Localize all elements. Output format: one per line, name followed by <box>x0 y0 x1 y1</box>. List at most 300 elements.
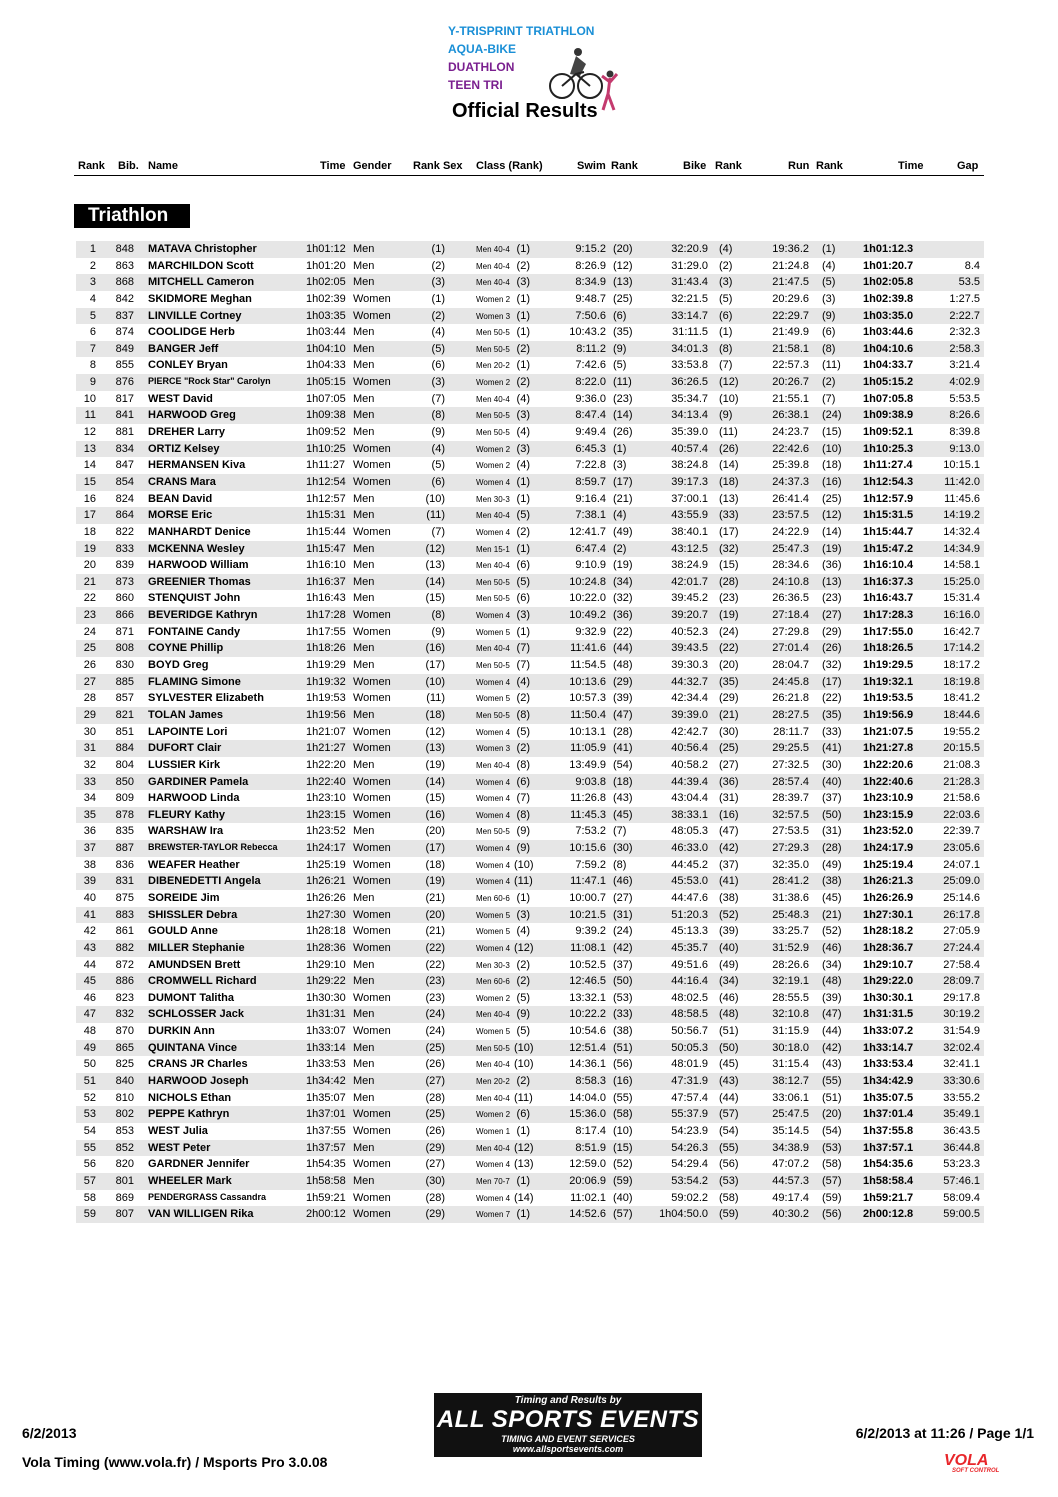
cell-bike: 34:01.3 <box>671 342 708 355</box>
cell-name: LAPOINTE Lori <box>148 725 228 738</box>
cell-time: 2h00:12 <box>306 1208 346 1221</box>
cell-swim: 9:03.8 <box>575 775 606 788</box>
cell-total-time: 1h58:58.4 <box>863 1174 914 1187</box>
cell-name: HARWOOD Greg <box>148 409 236 422</box>
cell-bike-rank: (44) <box>719 1091 739 1104</box>
cell-gender: Men <box>353 542 375 555</box>
col-time: Time <box>320 160 346 172</box>
cell-rank: 39 <box>83 875 96 888</box>
table-row <box>76 474 984 491</box>
cell-run-rank: (11) <box>822 359 841 372</box>
cell-run-rank: (29) <box>822 625 842 638</box>
cell-total-time: 1h17:55.0 <box>863 625 914 638</box>
cell-gender: Women <box>353 725 391 738</box>
cell-bike: 42:42.7 <box>671 725 708 738</box>
cell-total-time: 1h12:57.9 <box>863 492 914 505</box>
table-row <box>76 774 984 791</box>
cell-class: Women 5 <box>476 1027 511 1037</box>
cell-swim: 9:49.4 <box>575 426 606 439</box>
cell-rank: 17 <box>83 509 96 522</box>
cell-swim-rank: (25) <box>613 292 633 305</box>
cell-gap: 15:25.0 <box>943 575 980 588</box>
cell-time: 1h21:07 <box>306 725 346 738</box>
cell-class-rank: (9) <box>516 842 530 855</box>
cell-run-rank: (33) <box>822 725 842 738</box>
cell-class-rank: (4) <box>516 925 530 938</box>
cell-bike: 38:40.1 <box>671 525 708 538</box>
sponsor-line-1: Timing and Results by <box>514 1395 622 1406</box>
cell-bib: 842 <box>115 292 134 305</box>
cell-class: Men 60-6 <box>476 893 510 903</box>
cell-time: 1h03:44 <box>306 326 346 339</box>
cell-class: Women 4 <box>476 777 511 787</box>
cell-rank: 32 <box>83 758 96 771</box>
cell-time: 1h28:18 <box>306 925 346 938</box>
cell-name: COYNE Phillip <box>148 642 224 655</box>
cell-bib: 835 <box>115 825 134 838</box>
cell-bike-rank: (3) <box>719 276 733 289</box>
cell-class-rank: (10) <box>514 858 534 871</box>
cell-class: Women 2 <box>476 378 511 388</box>
cell-run-rank: (57) <box>822 1174 842 1187</box>
cell-swim-rank: (59) <box>613 1174 633 1187</box>
cell-class-rank: (2) <box>516 1075 530 1088</box>
cell-swim-rank: (38) <box>613 1025 633 1038</box>
table-row <box>76 1106 984 1123</box>
cell-name: HARWOOD William <box>148 559 249 572</box>
cell-rank: 30 <box>83 725 96 738</box>
cell-class-rank: (8) <box>516 758 530 771</box>
cell-bike: 44:47.6 <box>671 891 708 904</box>
cell-gap: 23:05.6 <box>943 842 980 855</box>
cell-swim-rank: (56) <box>613 1058 633 1071</box>
cell-run: 32:35.0 <box>772 858 809 871</box>
cell-time: 1h03:35 <box>306 309 346 322</box>
cell-name: QUINTANA Vince <box>148 1041 238 1054</box>
cell-swim: 10:43.2 <box>569 326 606 339</box>
cell-rank-sex: (3) <box>431 376 445 389</box>
cell-total-time: 1h11:27.4 <box>863 459 913 472</box>
table-row <box>76 1023 984 1040</box>
table-row <box>76 790 984 807</box>
cell-bib: 804 <box>115 758 134 771</box>
cell-total-time: 1h21:07.5 <box>863 725 914 738</box>
cell-class: Men 50-5 <box>476 344 510 354</box>
cell-time: 1h26:21 <box>306 875 346 888</box>
cell-time: 1h12:57 <box>306 492 346 505</box>
cell-class-rank: (3) <box>516 609 530 622</box>
cell-gap: 29:17.8 <box>943 991 980 1004</box>
cell-gender: Men <box>353 825 375 838</box>
cell-name: MARCHILDON Scott <box>148 259 254 272</box>
cell-run: 33:25.7 <box>772 925 809 938</box>
cell-bike-rank: (42) <box>719 842 739 855</box>
footer-date: 6/2/2013 <box>22 1425 77 1441</box>
vola-logo <box>944 1452 1036 1474</box>
cell-rank-sex: (6) <box>431 475 445 488</box>
cell-swim: 10:49.2 <box>569 609 606 622</box>
cell-run: 27:29.3 <box>772 842 809 855</box>
cell-rank-sex: (22) <box>425 941 445 954</box>
cell-rank-sex: (12) <box>425 725 445 738</box>
cell-total-time: 1h05:15.2 <box>863 376 914 389</box>
cell-gap: 25:14.6 <box>943 891 980 904</box>
cell-class-rank: (4) <box>516 459 530 472</box>
cell-total-time: 1h29:22.0 <box>863 975 914 988</box>
cell-bike: 44:32.7 <box>671 675 708 688</box>
cell-run-rank: (5) <box>822 276 836 289</box>
cell-bike: 39:45.2 <box>671 592 708 605</box>
cell-gap: 36:44.8 <box>943 1141 980 1154</box>
cell-class-rank: (5) <box>516 725 530 738</box>
cell-time: 1h21:27 <box>306 742 346 755</box>
cell-gap: 16:16.0 <box>943 609 980 622</box>
cell-class-rank: (2) <box>516 342 530 355</box>
cell-gender: Men <box>353 326 375 339</box>
cell-gender: Men <box>353 276 375 289</box>
cell-name: GARDNER Jennifer <box>148 1158 250 1171</box>
cell-bike: 48:05.3 <box>671 825 708 838</box>
cell-swim-rank: (57) <box>613 1208 633 1221</box>
cell-class: Women 4 <box>476 1160 511 1170</box>
cell-class: Women 4 <box>476 877 511 887</box>
cell-run: 31:38.6 <box>772 891 809 904</box>
cell-gender: Women <box>353 842 391 855</box>
cell-run: 27:53.5 <box>772 825 809 838</box>
cell-gender: Men <box>353 509 375 522</box>
cell-swim: 12:59.0 <box>569 1158 606 1171</box>
cell-bib: 824 <box>115 492 134 505</box>
cell-bib: 866 <box>115 609 134 622</box>
cell-total-time: 1h34:42.9 <box>863 1075 914 1088</box>
table-row <box>76 973 984 990</box>
cell-rank-sex: (21) <box>425 925 445 938</box>
cell-class-rank: (1) <box>516 1174 530 1187</box>
cell-run: 23:57.5 <box>772 509 809 522</box>
cell-bike-rank: (11) <box>719 426 738 439</box>
cell-time: 1h15:47 <box>306 542 346 555</box>
cell-total-time: 1h30:30.1 <box>863 991 914 1004</box>
cell-swim: 10:24.8 <box>569 575 606 588</box>
cell-swim-rank: (33) <box>613 1008 633 1021</box>
cell-name: GOULD Anne <box>148 925 218 938</box>
cell-run-rank: (51) <box>822 1091 842 1104</box>
cell-class: Women 4 <box>476 860 511 870</box>
cell-run-rank: (47) <box>822 1008 842 1021</box>
cell-class: Men 40-4 <box>476 245 510 254</box>
cell-rank-sex: (4) <box>431 442 445 455</box>
table-row <box>76 291 984 308</box>
cell-class-rank: (4) <box>516 392 530 405</box>
table-row <box>76 441 984 458</box>
cell-swim-rank: (30) <box>613 842 633 855</box>
cell-class-rank: (13) <box>514 1158 534 1171</box>
cell-bike: 44:45.2 <box>671 858 708 871</box>
cell-bike: 40:58.2 <box>671 758 708 771</box>
cell-swim-rank: (21) <box>613 492 633 505</box>
cell-swim: 8:17.4 <box>575 1124 606 1137</box>
cell-total-time: 1h01:12.3 <box>863 243 914 255</box>
cell-run: 24:23.7 <box>772 426 809 439</box>
col-total-time: Time <box>898 160 924 172</box>
cell-rank: 12 <box>83 426 96 439</box>
cell-rank: 27 <box>83 675 96 688</box>
cell-class: Men 40-4 <box>476 760 510 770</box>
cell-class: Women 4 <box>476 611 511 621</box>
table-row <box>76 1073 984 1090</box>
cell-gap: 16:42.7 <box>943 625 980 638</box>
cell-rank-sex: (19) <box>425 758 445 771</box>
cell-class-rank: (10) <box>514 1058 534 1071</box>
cell-total-time: 1h25:19.4 <box>863 858 914 871</box>
cell-bib: 809 <box>115 792 134 805</box>
cell-swim: 20:06.9 <box>569 1174 606 1187</box>
cell-bike-rank: (39) <box>719 925 739 938</box>
cell-class-rank: (5) <box>516 1025 530 1038</box>
cell-swim: 12:41.7 <box>569 525 606 538</box>
cell-name: MILLER Stephanie <box>148 941 245 954</box>
cell-bike-rank: (4) <box>719 243 733 255</box>
cell-rank-sex: (24) <box>425 1008 445 1021</box>
cell-total-time: 1h16:43.7 <box>863 592 914 605</box>
cell-rank-sex: (10) <box>425 675 445 688</box>
cell-bike-rank: (49) <box>719 958 739 971</box>
cell-bike-rank: (12) <box>719 376 739 389</box>
cell-name: LINVILLE Cortney <box>148 309 242 322</box>
cell-swim: 10:00.7 <box>569 891 606 904</box>
cell-swim-rank: (29) <box>613 675 633 688</box>
cell-total-time: 1h04:33.7 <box>863 359 914 372</box>
table-row <box>76 1006 984 1023</box>
cell-rank: 4 <box>89 292 96 305</box>
cell-gap: 36:43.5 <box>943 1124 980 1137</box>
cell-bib: 810 <box>115 1091 134 1104</box>
cell-total-time: 1h02:39.8 <box>863 292 914 305</box>
cell-run: 20:29.6 <box>772 292 809 305</box>
cell-name: BEVERIDGE Kathryn <box>148 609 258 622</box>
cell-gap: 32:02.4 <box>943 1041 980 1054</box>
cell-name: CROMWELL Richard <box>148 975 257 988</box>
cell-gender: Women <box>353 292 391 305</box>
cell-gap: 30:19.2 <box>943 1008 980 1021</box>
cell-total-time: 1h15:44.7 <box>863 525 914 538</box>
cell-class: Men 50-5 <box>476 428 510 438</box>
cell-class: Men 50-5 <box>476 594 510 604</box>
cell-swim: 11:08.1 <box>570 941 606 954</box>
cell-time: 1h09:38 <box>306 409 346 422</box>
cell-bike-rank: (14) <box>719 459 739 472</box>
cell-rank: 38 <box>83 858 96 871</box>
cell-bib: 884 <box>115 742 134 755</box>
cell-bike: 59:02.2 <box>671 1191 708 1204</box>
table-row <box>76 957 984 974</box>
cell-total-time: 1h19:56.9 <box>863 708 914 721</box>
cell-run: 49:17.4 <box>772 1191 809 1204</box>
cell-bike: 1h04:50.0 <box>659 1208 708 1221</box>
cell-gender: Women <box>353 1025 391 1038</box>
cell-bike: 51:20.3 <box>671 908 708 921</box>
cell-name: VAN WILLIGEN Rika <box>148 1208 254 1221</box>
cell-class: Men 20-2 <box>476 361 510 371</box>
cell-bike-rank: (5) <box>719 292 733 305</box>
cell-run: 38:12.7 <box>772 1075 809 1088</box>
cell-bike-rank: (8) <box>719 342 733 355</box>
cell-class-rank: (1) <box>516 475 530 488</box>
cell-class: Men 50-5 <box>476 411 510 421</box>
cell-run-rank: (24) <box>822 409 842 422</box>
cell-rank: 14 <box>83 459 96 472</box>
cell-run: 27:32.5 <box>772 758 809 771</box>
cell-run-rank: (28) <box>822 842 842 855</box>
cell-time: 1h29:10 <box>306 958 346 971</box>
table-row <box>76 1173 984 1190</box>
cell-time: 1h24:17 <box>306 842 346 855</box>
cell-run-rank: (15) <box>822 426 842 439</box>
column-header-row <box>74 158 984 176</box>
cell-run-rank: (10) <box>822 442 842 455</box>
cell-run: 31:15.4 <box>772 1058 809 1071</box>
cell-swim: 8:51.9 <box>575 1141 606 1154</box>
cell-rank-sex: (2) <box>431 309 445 322</box>
col-bike: Bike <box>683 160 707 172</box>
cell-class: Men 60-6 <box>476 977 510 987</box>
cell-class-rank: (14) <box>514 1191 534 1204</box>
cell-run-rank: (53) <box>822 1141 842 1154</box>
cell-class: Women 2 <box>476 993 511 1003</box>
cell-swim-rank: (17) <box>613 475 633 488</box>
cell-class-rank: (3) <box>516 409 530 422</box>
cell-run: 31:15.9 <box>772 1025 809 1038</box>
cell-rank: 8 <box>89 359 96 372</box>
cell-run: 35:14.5 <box>772 1124 809 1137</box>
cell-gap: 31:54.9 <box>943 1025 980 1038</box>
cell-time: 1h17:55 <box>306 625 346 638</box>
cell-class-rank: (4) <box>516 675 530 688</box>
cell-run: 32:57.5 <box>772 808 809 821</box>
cell-gender: Women <box>353 692 391 705</box>
cell-gender: Men <box>353 359 375 372</box>
cell-bike: 35:34.7 <box>671 392 708 405</box>
cell-run: 32:10.8 <box>772 1008 809 1021</box>
cell-rank-sex: (28) <box>425 1091 445 1104</box>
cell-bike-rank: (58) <box>719 1191 739 1204</box>
cell-rank: 33 <box>83 775 96 788</box>
cell-gap: 32:41.1 <box>943 1058 980 1071</box>
cell-bike: 32:21.5 <box>671 292 708 305</box>
cell-rank-sex: (18) <box>425 708 445 721</box>
col-rank-sex: Rank Sex <box>413 160 463 172</box>
cell-run-rank: (1) <box>822 243 836 255</box>
cell-run-rank: (32) <box>822 659 842 672</box>
cell-bike: 43:12.5 <box>671 542 708 555</box>
cell-run-rank: (12) <box>822 509 842 522</box>
cell-bike-rank: (26) <box>719 442 739 455</box>
cell-bike-rank: (41) <box>719 875 739 888</box>
cell-run-rank: (48) <box>822 975 842 988</box>
cell-bike: 44:16.4 <box>671 975 708 988</box>
cell-class: Men 40-4 <box>476 261 510 271</box>
cell-class-rank: (6) <box>516 559 530 572</box>
cell-bib: 876 <box>115 376 134 389</box>
cell-bike-rank: (47) <box>719 825 739 838</box>
cell-rank: 21 <box>83 575 96 588</box>
cell-run: 32:19.1 <box>772 975 809 988</box>
cell-time: 1h04:10 <box>306 342 346 355</box>
cell-time: 1h01:20 <box>306 259 346 272</box>
cell-rank-sex: (25) <box>425 1108 445 1121</box>
cell-bike-rank: (15) <box>719 559 739 572</box>
cell-rank-sex: (9) <box>431 426 445 439</box>
cell-gender: Women <box>353 459 391 472</box>
cell-gender: Men <box>353 1041 375 1054</box>
cell-run: 25:39.8 <box>772 459 809 472</box>
cell-bib: 848 <box>115 243 134 255</box>
cell-run: 20:26.7 <box>772 376 809 389</box>
cell-swim: 7:50.6 <box>575 309 606 322</box>
cell-bib: 855 <box>115 359 134 372</box>
cell-bike: 42:01.7 <box>671 575 708 588</box>
cell-bike-rank: (32) <box>719 542 739 555</box>
cell-class: Men 50-5 <box>476 661 510 671</box>
cell-gap: 26:17.8 <box>943 908 980 921</box>
cell-time: 1h34:42 <box>306 1075 346 1088</box>
cell-gap: 35:49.1 <box>943 1108 980 1121</box>
cell-rank-sex: (27) <box>425 1158 445 1171</box>
cell-run: 33:06.1 <box>772 1091 809 1104</box>
table-row <box>76 907 984 924</box>
cell-bike: 54:29.4 <box>671 1158 708 1171</box>
cell-run: 27:29.8 <box>772 625 809 638</box>
cell-class-rank: (5) <box>516 575 530 588</box>
cell-run-rank: (55) <box>822 1075 842 1088</box>
cell-swim-rank: (27) <box>613 891 633 904</box>
cell-swim: 11:26.8 <box>570 792 606 805</box>
cell-name: CRANS Mara <box>148 475 216 488</box>
cell-rank: 55 <box>83 1141 96 1154</box>
cell-rank: 1 <box>89 243 96 255</box>
cell-name: BEAN David <box>148 492 213 505</box>
cell-gender: Women <box>353 908 391 921</box>
cell-swim: 11:50.4 <box>570 708 606 721</box>
cell-time: 1h15:44 <box>306 525 346 538</box>
cell-bike-rank: (7) <box>719 359 733 372</box>
cell-total-time: 1h26:26.9 <box>863 891 914 904</box>
cell-class: Men 40-4 <box>476 1143 510 1153</box>
cell-swim-rank: (39) <box>613 692 633 705</box>
cell-bib: 849 <box>115 342 134 355</box>
cell-name: BANGER Jeff <box>148 342 219 355</box>
cell-run-rank: (17) <box>822 675 842 688</box>
cell-run-rank: (39) <box>822 991 842 1004</box>
cell-name: HARWOOD Linda <box>148 792 240 805</box>
table-row <box>76 1090 984 1107</box>
cell-time: 1h12:54 <box>306 475 346 488</box>
cell-class-rank: (1) <box>516 243 530 255</box>
cell-swim: 14:52.6 <box>569 1208 606 1221</box>
cell-class: Men 40-4 <box>476 394 510 404</box>
cell-class: Men 50-5 <box>476 710 510 720</box>
cell-run-rank: (41) <box>822 742 842 755</box>
cell-bike: 50:05.3 <box>671 1041 708 1054</box>
cell-gender: Men <box>353 1141 375 1154</box>
cell-bib: 874 <box>115 326 134 339</box>
cell-bike: 45:35.7 <box>671 941 708 954</box>
cell-name: PEPPE Kathryn <box>148 1108 230 1121</box>
table-row <box>76 807 984 824</box>
cell-name: CRANS JR Charles <box>148 1058 248 1071</box>
cell-bike: 54:26.3 <box>671 1141 708 1154</box>
cell-time: 1h33:07 <box>306 1025 346 1038</box>
